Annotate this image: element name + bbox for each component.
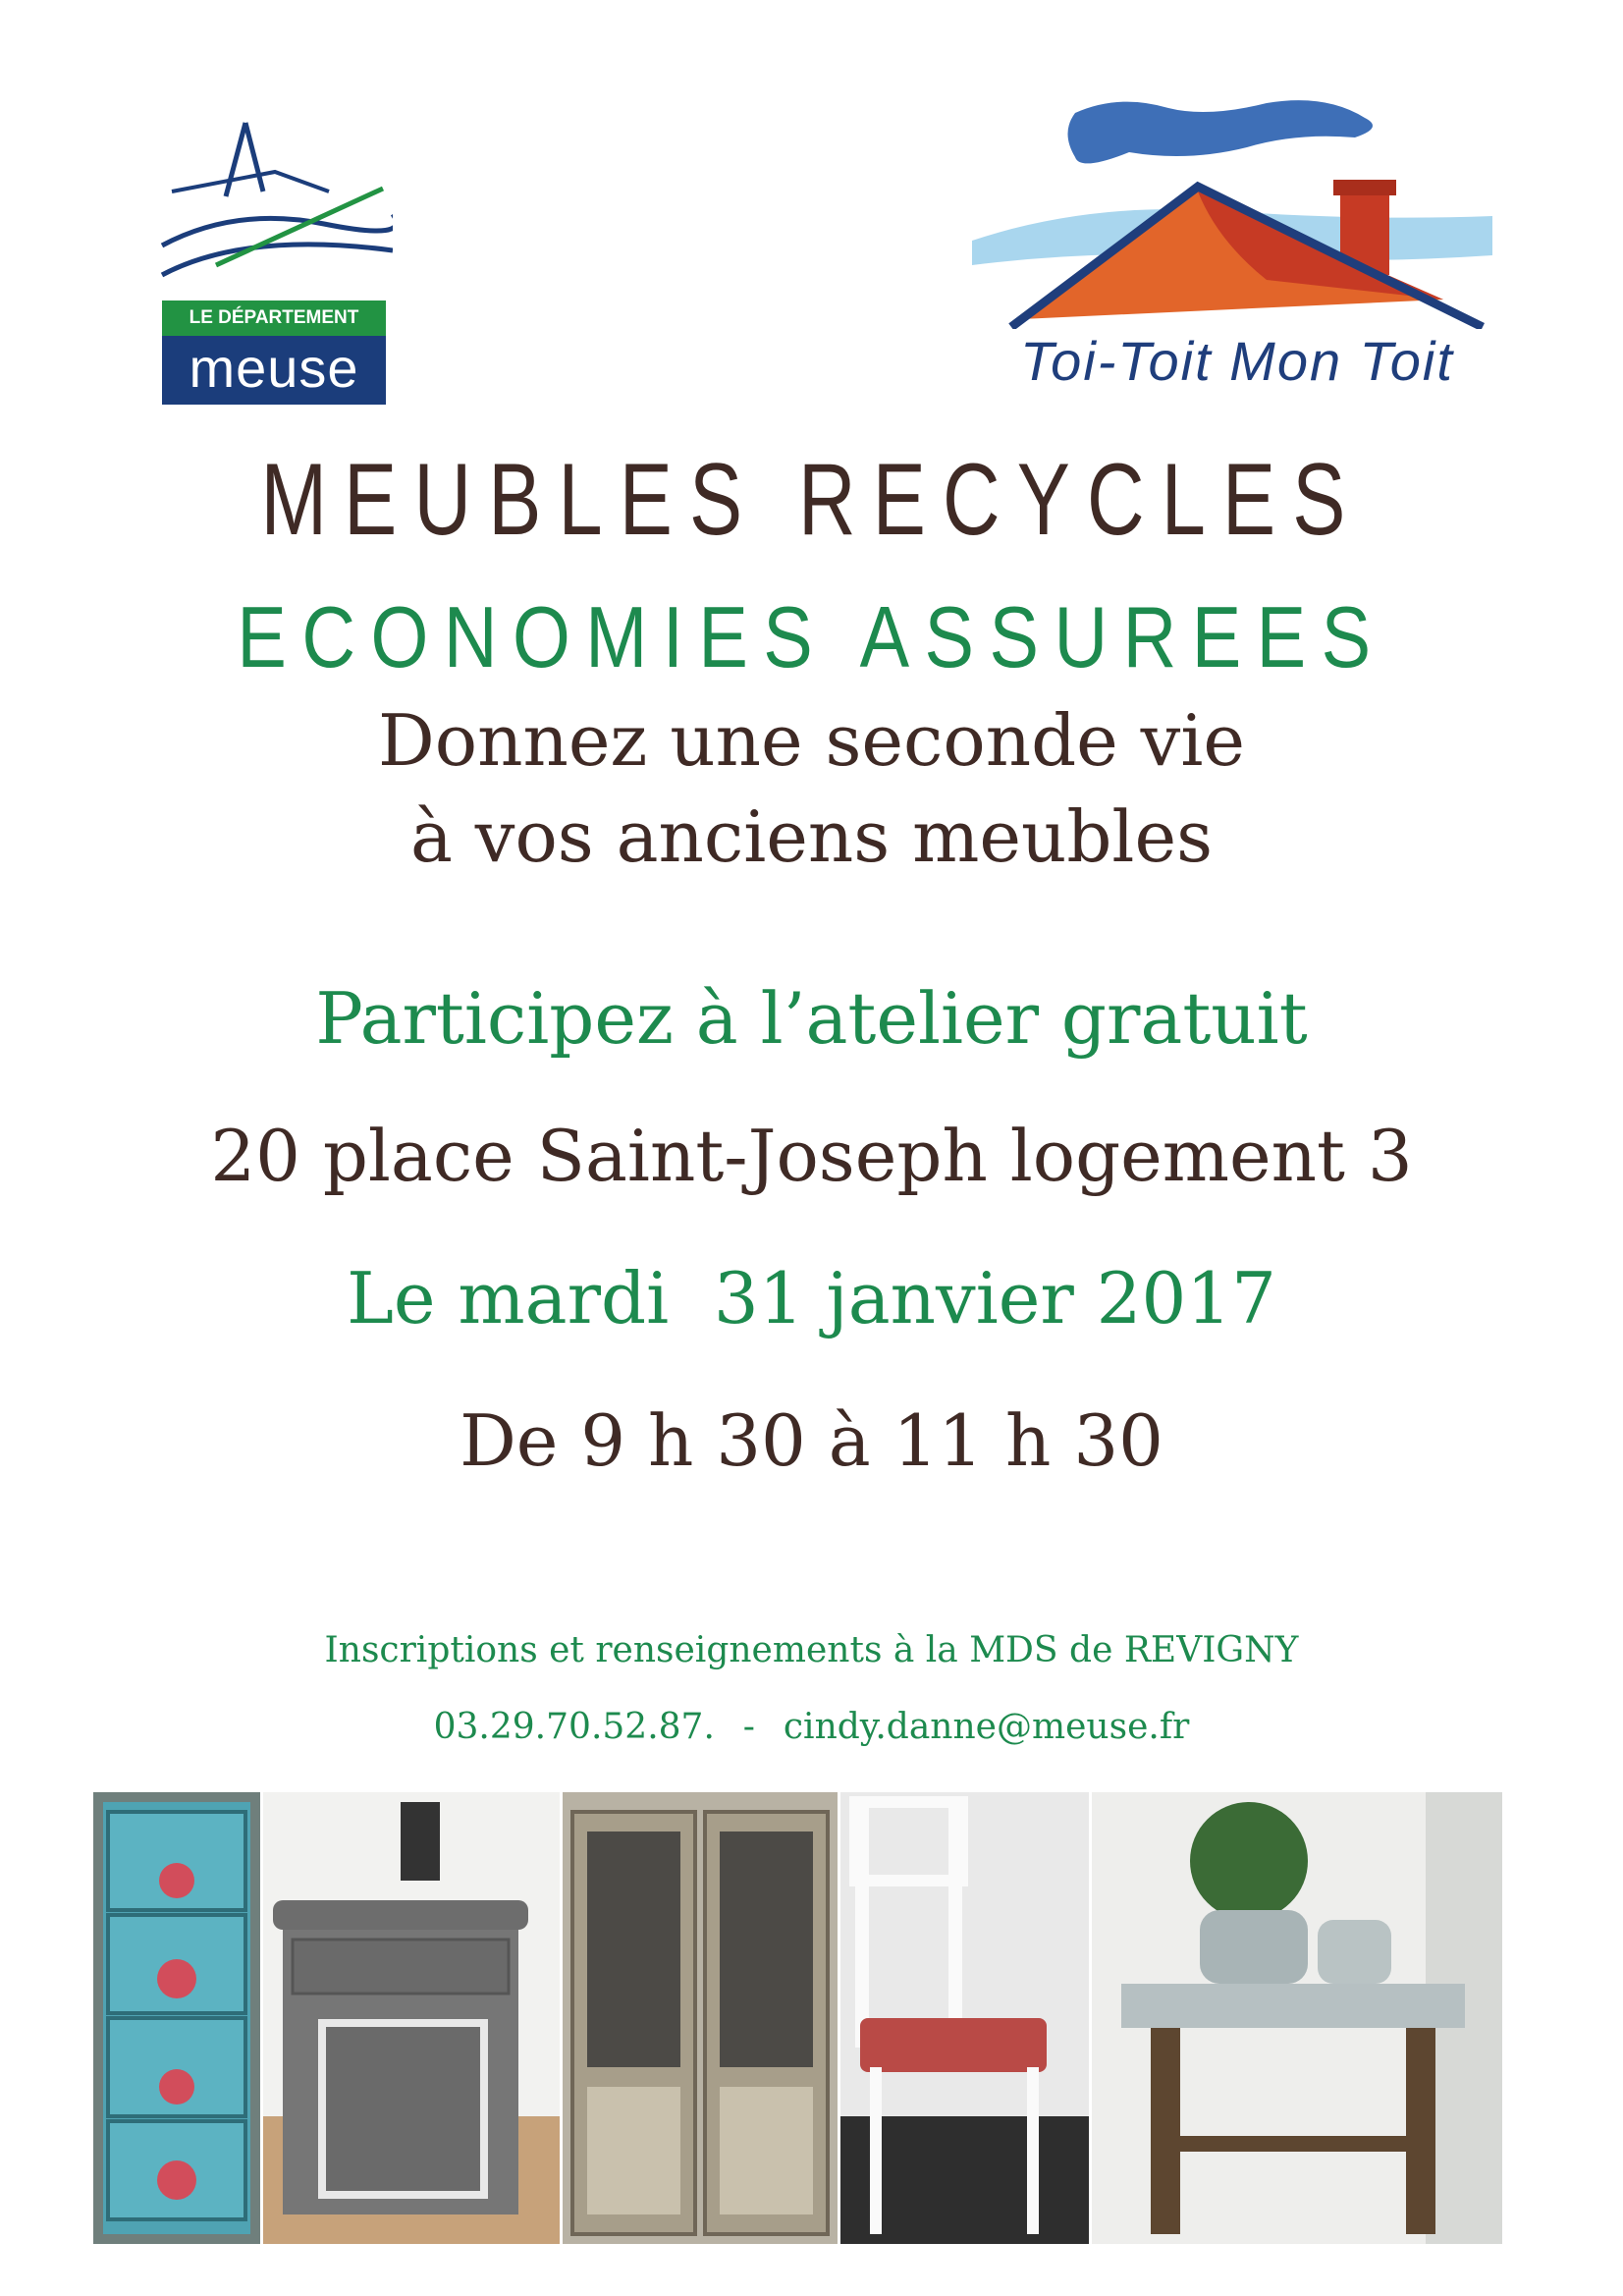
page-title: MEUBLES RECYCLES bbox=[260, 443, 1363, 557]
tagline-line-2: à vos anciens meubles bbox=[409, 795, 1214, 878]
workshop-invite: Participez à l’atelier gratuit bbox=[315, 977, 1308, 1060]
meuse-landscape-icon bbox=[157, 108, 393, 301]
tagline-line-1: Donnez une seconde vie bbox=[378, 699, 1245, 782]
email-address[interactable]: cindy.danne@meuse.fr bbox=[783, 1707, 1190, 1747]
roof-house-icon bbox=[972, 93, 1492, 329]
meuse-logo-name: meuse bbox=[189, 337, 359, 399]
white-chair-photo bbox=[840, 1792, 1089, 2244]
toi-toit-mon-toit-text: Toi-Toit Mon Toit bbox=[1020, 330, 1454, 392]
registration-info: Inscriptions et renseignements à la MDS de REVIGNY bbox=[324, 1630, 1299, 1670]
meuse-department-logo bbox=[157, 108, 393, 412]
grey-workbench-table-photo bbox=[1092, 1792, 1502, 2244]
contact-line bbox=[0, 1707, 1623, 1747]
phone-number[interactable]: 03.29.70.52.87. bbox=[433, 1707, 715, 1747]
workshop-address: 20 place Saint-Joseph logement 3 bbox=[210, 1115, 1413, 1197]
contact-separator: - bbox=[742, 1707, 755, 1747]
grey-nightstand-photo bbox=[263, 1792, 560, 2244]
page-subtitle: ECONOMIES ASSUREES bbox=[237, 588, 1386, 685]
meuse-logo-top-text: LE DÉPARTEMENT bbox=[189, 307, 359, 328]
painted-drawer-tower-photo bbox=[93, 1792, 260, 2244]
patinated-cabinet-photo bbox=[563, 1792, 838, 2244]
workshop-date: Le mardi 31 janvier 2017 bbox=[347, 1257, 1276, 1339]
workshop-hours: De 9 h 30 à 11 h 30 bbox=[460, 1399, 1163, 1482]
toi-toit-mon-toit-logo bbox=[972, 93, 1492, 417]
